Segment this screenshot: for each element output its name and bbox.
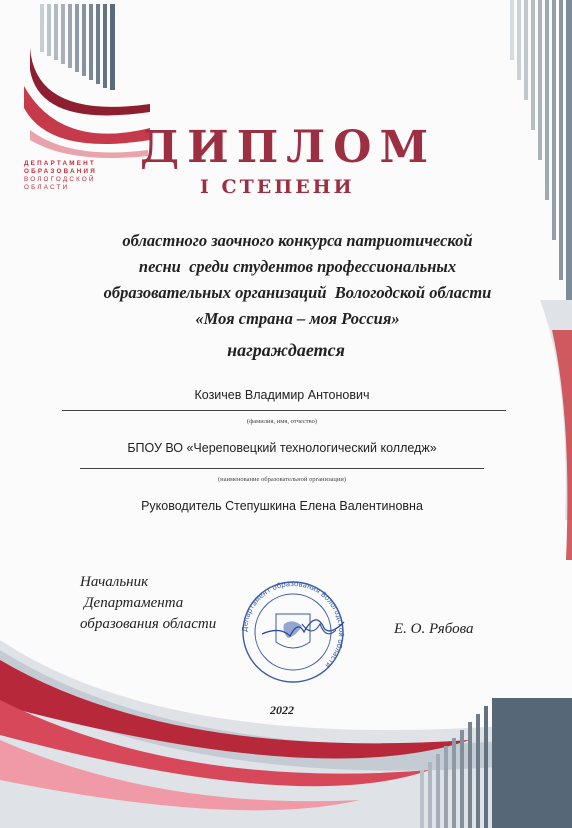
official-seal-stamp (232, 580, 354, 684)
awarded-label: награждается (227, 340, 345, 360)
recipient-name-underline (62, 410, 506, 411)
contest-line-4: «Моя страна – моя Россия» (195, 309, 400, 328)
department-line-3: ВОЛОГОДСКОЙ (24, 176, 96, 183)
seal-ring-text: Департамент образования Вологодской области (240, 580, 346, 670)
recipient-name: Козичев Владимир Антонович (194, 388, 370, 402)
organization-underline (80, 468, 484, 469)
recipient-organization: БПОУ ВО «Череповецкий технологический колледж» (127, 441, 437, 455)
contest-description (60, 228, 535, 332)
signatory-position-line-1: Начальник (80, 574, 149, 590)
recipient-name-hint: (фамилия, имя, отчество) (246, 418, 318, 425)
department-line-1: ДЕПАРТАМЕНТ (24, 160, 96, 167)
signatory-position-line-3: образования области (80, 616, 217, 632)
department-line-4: ОБЛАСТИ (24, 184, 70, 191)
department-logo-text (24, 160, 134, 192)
supervisor-line: Руководитель Степушкина Елена Валентиновна (141, 499, 423, 513)
department-line-2: ОБРАЗОВАНИЯ (24, 168, 97, 175)
header-stripes-graphic (24, 4, 150, 158)
organization-hint: (наименование образовательной организации) (217, 476, 347, 483)
contest-line-1: областного заочного конкурса патриотической (122, 231, 473, 250)
signer-name: Е. О. Рябова (394, 621, 474, 637)
diploma-degree: I СТЕПЕНИ (200, 176, 355, 198)
issue-year: 2022 (270, 703, 294, 717)
signatory-position-line-2: Департамента (84, 595, 184, 611)
contest-line-2: песни среди студентов профессиональных (138, 257, 457, 276)
diploma-title: ДИПЛОМ (140, 122, 437, 173)
contest-line-3: образовательных организаций Вологодской области (103, 283, 492, 302)
signatory-position (80, 572, 216, 635)
